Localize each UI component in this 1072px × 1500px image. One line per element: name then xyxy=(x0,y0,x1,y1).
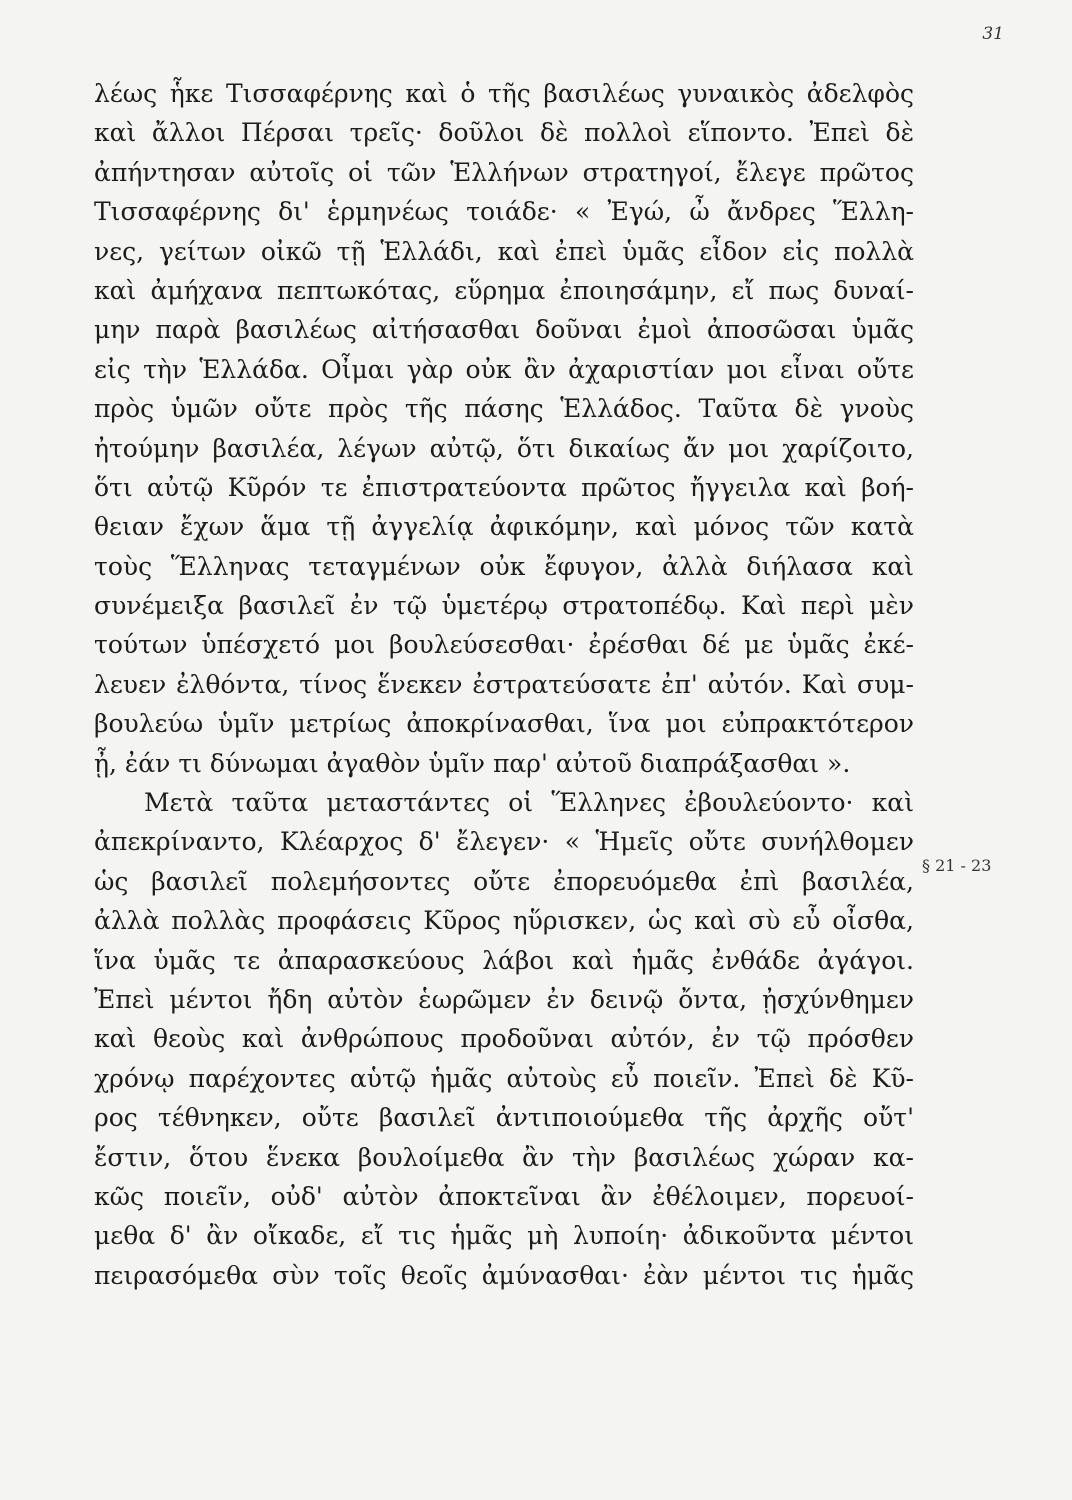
text-line: ἔστιν, ὅτου ἕνεκα βουλοίμεθα ἂν τὴν βασιλέως χώραν κα- xyxy=(94,1142,914,1172)
text-line: ὡς βασιλεῖ πολεμήσοντες οὔτε ἐπορευόμεθα ἐπὶ βασιλέα, xyxy=(94,866,914,896)
text-line: ἵνα ὑμᾶς τε ἀπαρασκεύους λάβοι καὶ ἡμᾶς ἐνθάδε ἀγάγοι. xyxy=(94,945,914,975)
text-line: νες, γείτων οἰκῶ τῇ Ἑλλάδι, καὶ ἐπεὶ ὑμᾶς εἶδον εἰς πολλὰ xyxy=(94,236,914,266)
text-line: Τισσαφέρνης δι' ἑρμηνέως τοιάδε· « Ἐγώ, ὦ ἄνδρες Ἕλλη- xyxy=(94,197,914,227)
text-line: ἠτούμην βασιλέα, λέγων αὐτῷ, ὅτι δικαίως ἄν μοι χαρίζοιτο, xyxy=(94,433,914,463)
text-line: βουλεύω ὑμῖν μετρίως ἀποκρίνασθαι, ἵνα μοι εὐπρακτότερον xyxy=(94,709,914,739)
text-line: τοὺς Ἕλληνας τεταγμένων οὐκ ἔφυγον, ἀλλὰ διήλασα καὶ xyxy=(94,551,914,581)
text-line: κῶς ποιεῖν, οὐδ' αὐτὸν ἀποκτεῖναι ἂν ἐθέλοιμεν, πορευοί- xyxy=(94,1181,914,1211)
text-line: θειαν ἔχων ἅμα τῇ ἀγγελίᾳ ἀφικόμην, καὶ μόνος τῶν κατὰ xyxy=(94,512,914,542)
text-line: πειρασόμεθα σὺν τοῖς θεοῖς ἀμύνασθαι· ἐὰν μέντοι τις ἡμᾶς xyxy=(94,1260,914,1290)
text-line: καὶ ἀμήχανα πεπτωκότας, εὕρημα ἐποιησάμην, εἴ πως δυναί- xyxy=(94,275,914,305)
text-line: εἰς τὴν Ἑλλάδα. Οἶμαι γὰρ οὐκ ἂν ἀχαριστίαν μοι εἶναι οὔτε xyxy=(94,354,914,384)
text-line: ἀπήντησαν αὐτοῖς οἱ τῶν Ἑλλήνων στρατηγοί, ἔλεγε πρῶτος xyxy=(94,157,914,187)
text-line: ρος τέθνηκεν, οὔτε βασιλεῖ ἀντιποιούμεθα τῆς ἀρχῆς οὔτ' xyxy=(94,1103,914,1133)
text-line: τούτων ὑπέσχετό μοι βουλεύσεσθαι· ἐρέσθαι δέ με ὑμᾶς ἐκέ- xyxy=(94,630,914,660)
body-text xyxy=(94,74,914,1295)
text-line: πρὸς ὑμῶν οὔτε πρὸς τῆς πάσης Ἑλλάδος. Ταῦτα δὲ γνοὺς xyxy=(94,394,914,424)
text-line: συνέμειξα βασιλεῖ ἐν τῷ ὑμετέρῳ στρατοπέδῳ. Καὶ περὶ μὲν xyxy=(94,591,914,621)
text-line: χρόνῳ παρέχοντες αὑτῷ ἡμᾶς αὐτοὺς εὖ ποιεῖν. Ἐπεὶ δὲ Κῦ- xyxy=(94,1063,914,1093)
text-line: ἀλλὰ πολλὰς προφάσεις Κῦρος ηὕρισκεν, ὡς καὶ σὺ εὖ οἶσθα, xyxy=(94,906,914,936)
section-reference: § 21 - 23 xyxy=(922,856,992,875)
text-line: λευεν ἐλθόντα, τίνος ἕνεκεν ἐστρατεύσατε ἐπ' αὐτόν. Καὶ συμ- xyxy=(94,669,914,699)
text-line: καὶ ἄλλοι Πέρσαι τρεῖς· δοῦλοι δὲ πολλοὶ εἵποντο. Ἐπεὶ δὲ xyxy=(94,118,914,148)
paragraph-start-line: Μετὰ ταῦτα μεταστάντες οἱ Ἕλληνες ἐβουλεύοντο· καὶ xyxy=(144,788,914,818)
page-number: 31 xyxy=(982,24,1004,44)
text-line: ὅτι αὐτῷ Κῦρόν τε ἐπιστρατεύοντα πρῶτος ἤγγειλα καὶ βοή- xyxy=(94,472,914,502)
text-line: λέως ἧκε Τισσαφέρνης καὶ ὁ τῆς βασιλέως γυναικὸς ἀδελφὸς xyxy=(94,79,914,108)
text-line: Ἐπεὶ μέντοι ἤδη αὐτὸν ἑωρῶμεν ἐν δεινῷ ὄντα, ᾐσχύνθημεν xyxy=(94,984,914,1014)
text-line: μην παρὰ βασιλέως αἰτήσασθαι δοῦναι ἐμοὶ ἀποσῶσαι ὑμᾶς xyxy=(94,315,914,345)
text-line: ἀπεκρίναντο, Κλέαρχος δ' ἔλεγεν· « Ἡμεῖς οὔτε συνήλθομεν xyxy=(94,827,914,857)
text-line: καὶ θεοὺς καὶ ἀνθρώπους προδοῦναι αὐτόν, ἐν τῷ πρόσθεν xyxy=(94,1024,914,1054)
text-line: ᾖ, ἐάν τι δύνωμαι ἀγαθὸν ὑμῖν παρ' αὐτοῦ διαπράξασθαι ». xyxy=(94,748,851,778)
text-line: μεθα δ' ἂν οἴκαδε, εἴ τις ἡμᾶς μὴ λυποίη· ἀδικοῦντα μέντοι xyxy=(94,1221,914,1251)
